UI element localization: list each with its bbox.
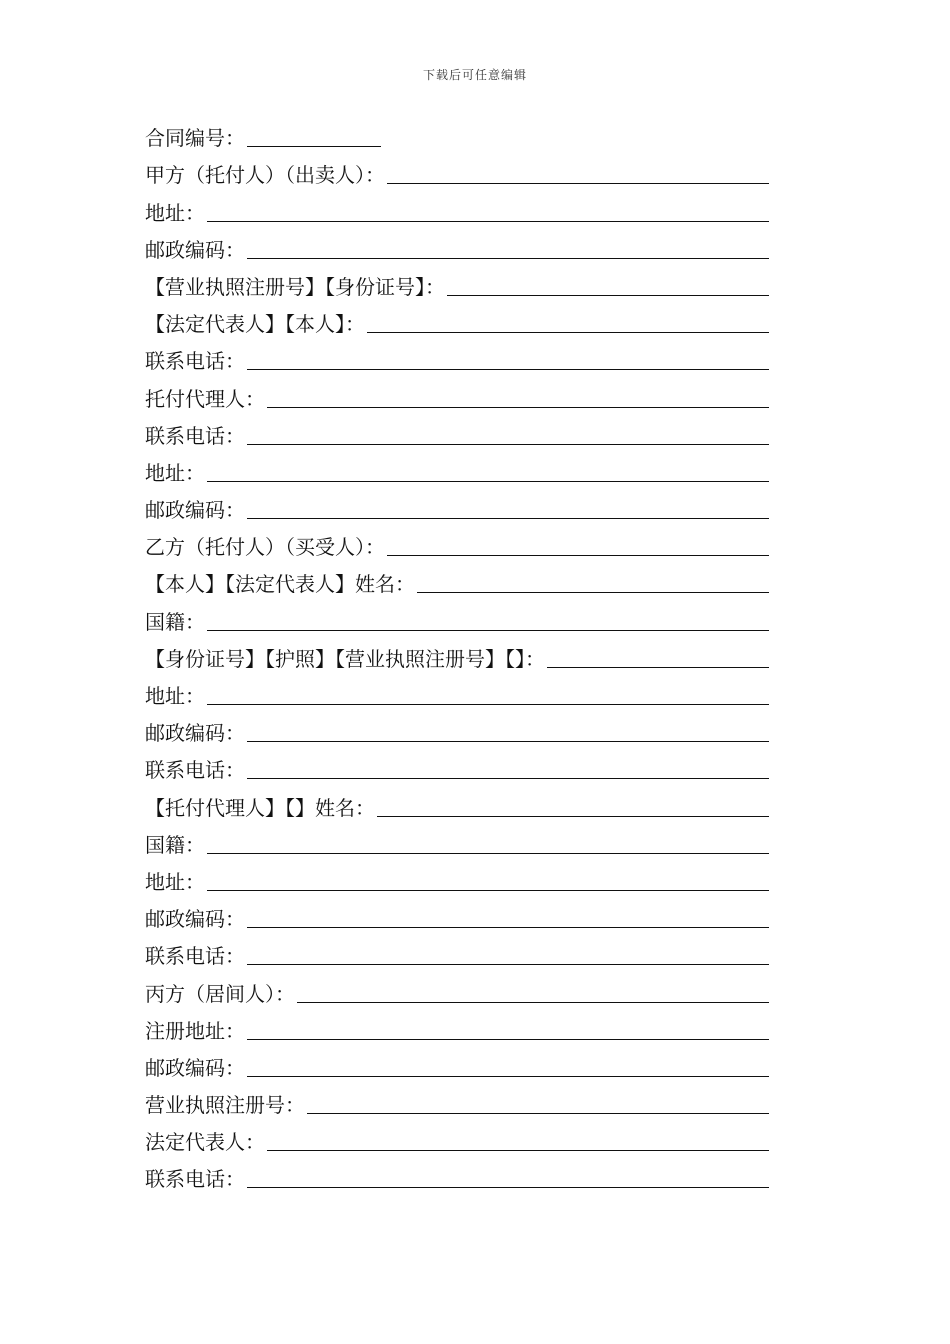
field-label: 联系电话： xyxy=(145,423,245,448)
form-row xyxy=(145,190,769,227)
fill-in-line[interactable] xyxy=(247,1076,769,1077)
fill-in-line[interactable] xyxy=(207,481,769,482)
form-row xyxy=(145,1157,769,1194)
form-row xyxy=(145,1046,769,1083)
form-row xyxy=(145,153,769,190)
form-row xyxy=(145,748,769,785)
fill-in-line[interactable] xyxy=(207,221,769,222)
field-label: 营业执照注册号： xyxy=(145,1093,305,1118)
field-label: 邮政编码： xyxy=(145,721,245,746)
fill-in-line[interactable] xyxy=(417,592,769,593)
field-label: 邮政编码： xyxy=(145,907,245,932)
fill-in-line[interactable] xyxy=(247,778,769,779)
form-row xyxy=(145,414,769,451)
fill-in-line[interactable] xyxy=(247,444,769,445)
form-row xyxy=(145,488,769,525)
field-label: 丙方（居间人）： xyxy=(145,981,295,1006)
form-row xyxy=(145,265,769,302)
form-row xyxy=(145,562,769,599)
form-row xyxy=(145,674,769,711)
form-row xyxy=(145,823,769,860)
fill-in-line[interactable] xyxy=(247,964,769,965)
form-row xyxy=(145,637,769,674)
field-label: 地址： xyxy=(145,460,205,485)
field-label: 地址： xyxy=(145,684,205,708)
form-row xyxy=(145,971,769,1008)
fill-in-line[interactable] xyxy=(377,816,769,817)
form-row xyxy=(145,1083,769,1120)
field-label: 【本人】【法定代表人】姓名： xyxy=(145,572,415,597)
field-label: 【托付代理人】【】姓名： xyxy=(145,795,375,820)
field-label: 地址： xyxy=(145,200,205,225)
field-label: 国籍： xyxy=(145,609,205,634)
fill-in-line[interactable] xyxy=(247,369,769,370)
contract-form xyxy=(145,116,769,1194)
fill-in-line[interactable] xyxy=(297,1002,769,1003)
form-row xyxy=(145,302,769,339)
fill-in-line[interactable] xyxy=(247,1187,769,1188)
form-row xyxy=(145,116,769,153)
form-row xyxy=(145,599,769,636)
fill-in-line[interactable] xyxy=(207,890,769,891)
form-row xyxy=(145,1120,769,1157)
form-row xyxy=(145,785,769,822)
fill-in-line[interactable] xyxy=(247,1039,769,1040)
fill-in-line[interactable] xyxy=(267,1150,769,1151)
fill-in-line[interactable] xyxy=(367,332,769,333)
fill-in-line[interactable] xyxy=(447,295,769,296)
field-label: 乙方（托付人）（买受人）： xyxy=(145,535,385,560)
fill-in-line[interactable] xyxy=(247,927,769,928)
fill-in-line[interactable] xyxy=(247,518,769,519)
fill-in-line[interactable] xyxy=(267,407,769,408)
field-label: 【法定代表人】【本人】： xyxy=(145,312,365,337)
fill-in-line[interactable] xyxy=(207,704,769,705)
form-row xyxy=(145,897,769,934)
field-label: 邮政编码： xyxy=(145,498,245,523)
form-row xyxy=(145,228,769,265)
fill-in-line[interactable] xyxy=(247,741,769,742)
fill-in-line[interactable] xyxy=(387,555,769,556)
field-label: 联系电话： xyxy=(145,1167,245,1192)
fill-in-line[interactable] xyxy=(207,630,769,631)
field-label: 合同编号： xyxy=(145,126,245,151)
page-header-note: 下载后可任意编辑 xyxy=(422,68,527,82)
form-row xyxy=(145,339,769,376)
field-label: 国籍： xyxy=(145,832,205,857)
field-label: 邮政编码： xyxy=(145,1055,245,1080)
form-row xyxy=(145,525,769,562)
fill-in-line[interactable] xyxy=(247,146,381,147)
form-row xyxy=(145,1009,769,1046)
field-label: 联系电话： xyxy=(145,758,245,783)
field-label: 甲方（托付人）（出卖人）： xyxy=(145,163,385,188)
field-label: 联系电话： xyxy=(145,349,245,374)
fill-in-line[interactable] xyxy=(387,183,769,184)
form-row xyxy=(145,860,769,897)
field-label: 【营业执照注册号】【身份证号】： xyxy=(145,274,445,299)
fill-in-line[interactable] xyxy=(307,1113,769,1114)
fill-in-line[interactable] xyxy=(547,667,769,668)
field-label: 地址： xyxy=(145,869,205,894)
field-label: 邮政编码： xyxy=(145,237,245,262)
field-label: 【身份证号】【护照】【营业执照注册号】【】： xyxy=(145,646,545,671)
form-row xyxy=(145,451,769,488)
form-row xyxy=(145,376,769,413)
field-label: 联系电话： xyxy=(145,944,245,969)
field-label: 法定代表人： xyxy=(145,1130,265,1155)
fill-in-line[interactable] xyxy=(247,258,769,259)
fill-in-line[interactable] xyxy=(207,853,769,854)
field-label: 托付代理人： xyxy=(145,386,265,411)
field-label: 注册地址： xyxy=(145,1018,245,1043)
form-row xyxy=(145,711,769,748)
form-row xyxy=(145,934,769,971)
